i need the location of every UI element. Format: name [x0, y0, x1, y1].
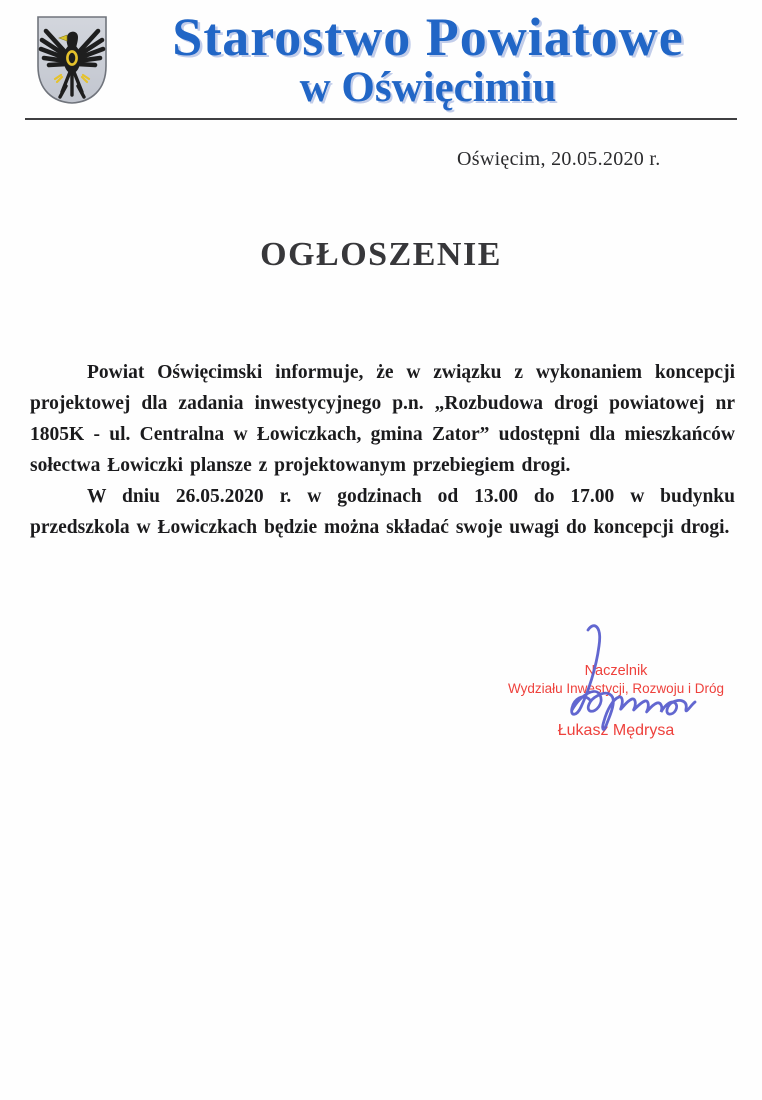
- body-paragraph-2: W dniu 26.05.2020 r. w godzinach od 13.00 do 17.00 w budynku przedszkola w Łowiczkach będzie można składać swoje uwagi do koncepcji drogi.: [30, 486, 735, 538]
- organization-name: [110, 8, 746, 110]
- body-paragraph-1: Powiat Oświęcimski informuje, że w związku z wykonaniem koncepcji projektowej dla zadania inwestycyjnego p.n. „Rozbudowa drogi powiatowej nr 1805K - ul. Centralna w Łowiczkach, gmina Zator” udostępni dla mieszkańców sołectwa Łowiczki plansze z projektowanym przebiegiem drogi.: [30, 362, 735, 476]
- signer-name: Łukasz Mędrysa: [557, 722, 675, 739]
- document-body: [30, 357, 735, 543]
- org-name-line1: Starostwo Powiatowe: [172, 7, 684, 67]
- org-name-line2: w Oświęcimiu: [299, 64, 557, 111]
- document-title: OGŁOSZENIE: [260, 236, 502, 273]
- stamp-department: Wydziału Inwestycji, Rozwoju i Dróg: [508, 681, 724, 696]
- stamp-title: Naczelnik: [584, 663, 648, 679]
- letterhead-divider: [25, 118, 737, 120]
- signature-block: [480, 663, 752, 740]
- coat-of-arms-icon: [35, 14, 109, 106]
- place-date: Oświęcim, 20.05.2020 r.: [457, 148, 661, 170]
